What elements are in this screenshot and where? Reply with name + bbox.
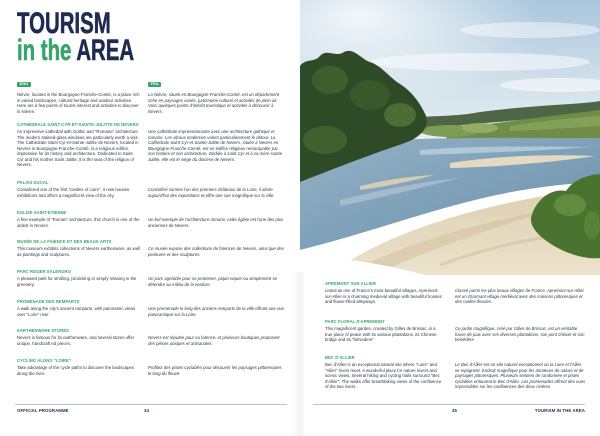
english-text: Bec d'Allier is an exceptional natural site where "Loire" and "Allier" rivers meet. A wonderful place for nature lovers and scenic views. Several hiking and cycling trails surround "Bec d'Allier". The walks offer breathtaking views of the confluence of the two rivers. xyxy=(325,362,442,389)
section-heading: PARC ROGER SALENGRO xyxy=(17,269,71,274)
english-text: Nièvre, located in the Bourgogne-Franche-Comté, is a place rich in varied landscapes, cultural heritage and outdoor activities. Here are a few points of tourist interest and activities to discover in Nièvre. xyxy=(17,92,140,114)
section-heading: PROMENADE DES REMPARTS xyxy=(17,299,80,304)
loire-landscape-photo xyxy=(300,0,600,275)
section-heading: CYCLING ALONG "LOIRE" xyxy=(17,358,71,363)
english-text: A pleasant park for strolling, picnicking or simply relaxing in the greenery. xyxy=(17,276,137,287)
section-heading: EARTHENWARE STORES xyxy=(17,328,70,333)
page-number-right: 35 xyxy=(452,408,457,413)
english-text: Nevers is famous for its earthenware, and several stores offer unique, handcraft ed pieces. xyxy=(17,335,135,346)
section-earthenware-stores xyxy=(17,328,285,346)
intro-english xyxy=(17,72,140,114)
french-text: Considéré comme l'un des premiers châteaux de la Loire, il abrite aujourd'hui des expositions et offre une vue magnifique sur la ville. xyxy=(148,187,275,198)
section-heading: MUSÉE DE LA FAÏENCE ET DES BEAUX-ARTS xyxy=(17,239,112,244)
english-text: A walk along the city's ancient ramparts, with panoramic views over "Loire" river. xyxy=(17,306,136,317)
intro-french xyxy=(148,72,284,114)
french-text: Nevers est réputée pour sa faïence, et plusieurs boutiques proposent des pièces uniques et artisanales. xyxy=(148,335,280,346)
eng-label: ENG xyxy=(17,82,31,87)
section-apremont-sur-allier xyxy=(325,281,587,304)
english-text: This magnificent garden, created by Gilles de Brissac, is a true place of peace with its various plantations, its Chinese bridge and its "belvedere" xyxy=(325,326,437,342)
title-tourism: TOURISM xyxy=(17,7,111,40)
english-text: Take advantage of the cycle paths to discover the landscapes along the river. xyxy=(17,365,135,376)
section-cycling-loire xyxy=(17,358,285,376)
footer-rule xyxy=(15,404,287,405)
french-text: Ce jardin magnifique, créé par Gilles de Brissac, est un véritable havre de paix avec ses diverses plantations, son pont chinois et son belvédère xyxy=(455,326,585,342)
title-in-the: in the xyxy=(17,34,72,67)
section-heading: APREMONT SUR ALLIER xyxy=(325,281,377,286)
section-parc-floral-apremont xyxy=(325,319,587,342)
english-text: A fine example of "Roman" architecture, this church is one of the oldest in Nevers. xyxy=(17,217,140,228)
section-musee-faience xyxy=(17,239,285,257)
footer-publication-name: OFFICIAL PROGRAMME xyxy=(17,408,69,413)
english-text: Considered one of the first "castles of Loire", it now houses exhibitions and offers a magnificent view of the city. xyxy=(17,187,130,198)
french-text: Une promenade le long des anciens remparts de la ville offrant une vue panoramique sur la Loire. xyxy=(148,306,284,317)
section-bec-d-allier xyxy=(325,355,587,389)
page-number-left: 34 xyxy=(144,408,149,413)
french-text: Une cathédrale impressionnante avec une architecture gothique et romane. Les vitraux modernes valent particulièrement le détour. La Cathédrale Saint-Cyr-et-Sainte-Julitte de Nevers, située à Nevers en Bourgogne-Franche-Comté, est un édifice religieux remarquable par son histoire et son architecture. Dédiée à saint Cyr et à sa mère sainte Julitte, elle est le siège du diocèse de Nevers. xyxy=(148,129,282,162)
english-text: Listed as one of France's most beautiful villages, Apremont-sur-Allier is a charming medieval village with beautiful houses and flower-filled alleyways. xyxy=(325,288,442,304)
section-heading: BEC D'ALLIER xyxy=(325,355,355,360)
french-text: Le Bec d'Allier est un site naturel exceptionnel où la Loire et l'Allier se rejoignent. Endroit magnifique pour les amateurs de nature et de paysages pittoresques. Plusieurs sentiers de randonnée et pistes cyclables entourent le Bec d'Allier. Les promenades offrent des vues imprenables sur les confluences des deux rivières. xyxy=(455,362,586,389)
english-text: This museum exhibits collections of Nevers earthenware, as well as paintings and sculptures. xyxy=(17,246,140,257)
english-text: An impressive cathedral with Gothic and "Romane" architecture. The modern stained-glass windows are particularly worth a visit. The Cathédrale Saint-Cyr-et-Sainte-Julitte de Nevers, located in Nevers in Bourgogne-Franche-Comté, is a religious edifice impressive for its history and architecture. Dedicated to Saint Cyr and his mother Saint Julitte, it is the seat of the religion of Nevers. xyxy=(17,129,139,167)
section-heading: CATHÉDRALE SAINT-CYR-ET-SAINTE-JULITTE DE NEVERS xyxy=(17,122,139,127)
french-text: Classé parmi les plus beaux villages de France, Apremont-sur-Allier est un charmant village médiéval avec des maisons pittoresques et des ruelles fleuries. xyxy=(455,288,584,304)
page-gutter-shadow xyxy=(292,272,300,436)
section-palais-ducal xyxy=(17,180,285,198)
french-text: Profitez des pistes cyclables pour découvrir les paysages pittoresques le long du fleuve. xyxy=(148,365,282,376)
page-gutter-shadow xyxy=(300,272,306,436)
section-heading: PALAIS DUCAL xyxy=(17,180,49,185)
french-text: Ce musée expose des collections de faïences de Nevers, ainsi que des peintures et des sculptures. xyxy=(148,246,284,257)
section-parc-roger-salengro xyxy=(17,269,285,287)
right-page xyxy=(300,0,600,436)
french-text: Un parc agréable pour se promener, pique-niquer ou simplement se détendre au milieu de la verdure. xyxy=(148,276,277,287)
intro-section xyxy=(17,72,285,114)
french-text: Un bel exemple de l'architecture romane, cette église est l'une des plus anciennes de Nevers. xyxy=(148,217,284,228)
fra-label: FRA xyxy=(148,82,161,87)
section-promenade-remparts xyxy=(17,299,285,317)
title-second-line xyxy=(17,36,134,66)
section-eglise-saint-etienne xyxy=(17,210,285,228)
title-area: AREA xyxy=(76,34,135,67)
french-text: La Nièvre, située en Bourgogne-Franche-Comté, est un département riche en paysages variés, patrimoine culturel et activités de plein air. Voici quelques points d'intérêt touristique et activités à découvrir à Nevers. xyxy=(148,92,280,114)
section-cathedrale xyxy=(17,122,285,167)
footer-section-name: TOURISM IN THE AREA xyxy=(534,408,585,413)
footer-rule xyxy=(313,404,585,405)
section-heading: PARC FLORAL D'APREMONT xyxy=(325,319,385,324)
section-heading: ÉGLISE SAINT-ÉTIENNE xyxy=(17,210,67,215)
